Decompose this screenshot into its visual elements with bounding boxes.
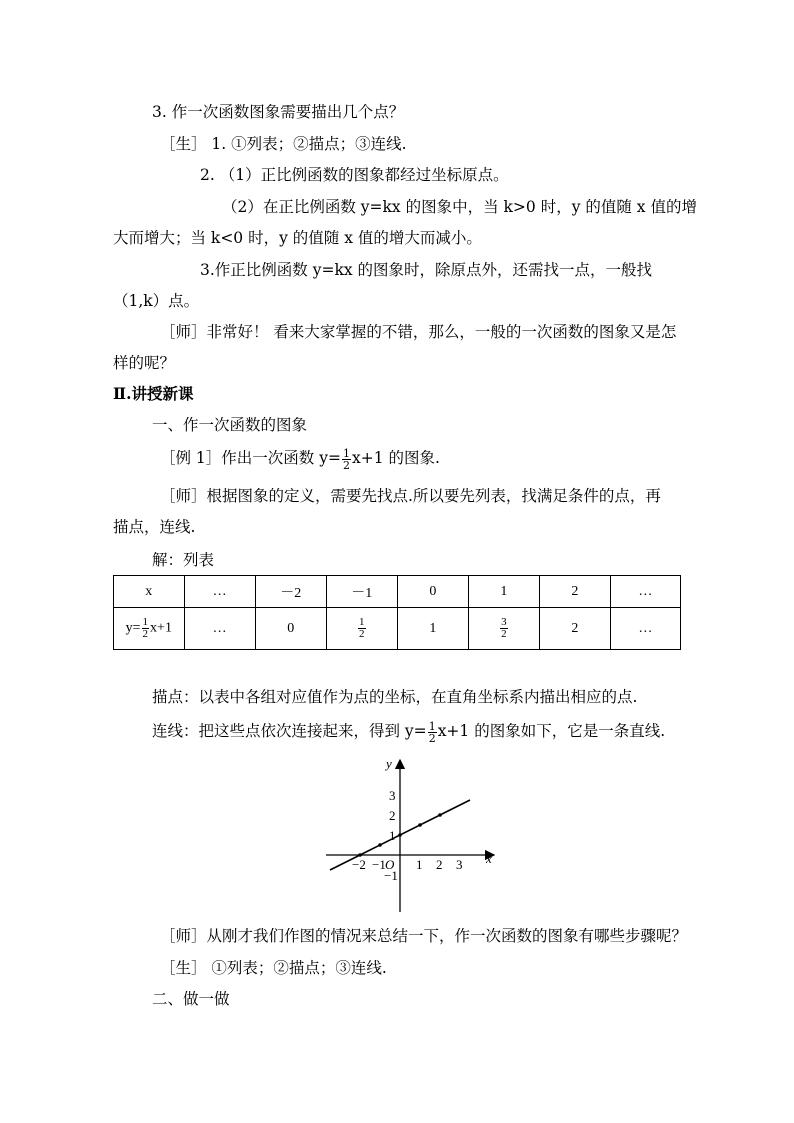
table-cell bbox=[114, 608, 185, 650]
subsection-1-heading: 一、作一次函数的图象 bbox=[152, 416, 308, 434]
table-cell bbox=[326, 608, 397, 650]
fraction-three-half bbox=[500, 617, 508, 640]
connect-prefix: 连线：把这些点依次连接起来，得到 y= bbox=[152, 722, 427, 740]
data-point bbox=[398, 833, 402, 837]
x-tick-label: −1 bbox=[372, 857, 386, 872]
student-answer-3-line1: 3.作正比例函数 y=kx 的图象时，除原点外，还需找一点，一般找 bbox=[200, 261, 653, 279]
teacher-remark-line2: 样的呢？ bbox=[113, 354, 176, 372]
table-cell: 1 bbox=[468, 576, 539, 608]
connect-description bbox=[152, 720, 665, 744]
data-point bbox=[358, 853, 362, 857]
row-label-suffix: x+1 bbox=[150, 620, 172, 636]
teacher-remark-2-line2: 描点，连线. bbox=[113, 518, 196, 536]
linear-function-graph bbox=[318, 754, 500, 916]
y-tick-label: 2 bbox=[389, 808, 396, 823]
y-tick-label: 1 bbox=[389, 828, 396, 843]
data-point bbox=[438, 813, 442, 817]
fraction-num: 1 bbox=[428, 719, 436, 733]
example-prefix: ［例 1］作出一次函数 y= bbox=[160, 449, 341, 467]
example-1 bbox=[160, 447, 440, 471]
fraction-half bbox=[358, 617, 366, 640]
fraction-num: 1 bbox=[342, 446, 350, 460]
table-cell: … bbox=[184, 576, 255, 608]
value-table bbox=[113, 575, 681, 650]
student-answer-1: ［生］ 1. ①列表；②描点；③连线. bbox=[160, 135, 407, 153]
table-cell: 2 bbox=[539, 608, 610, 650]
y-tick-labels bbox=[384, 788, 398, 883]
x-tick-label: 2 bbox=[436, 857, 443, 872]
example-suffix: x+1 的图象. bbox=[351, 449, 440, 467]
fraction-half bbox=[428, 721, 437, 744]
teacher-remark-3: ［师］从刚才我们作图的情况来总结一下，作一次函数的图象有哪些步骤呢？ bbox=[160, 927, 688, 945]
section-heading: Ⅱ.讲授新课 bbox=[113, 384, 194, 403]
x-tick-label: 1 bbox=[416, 857, 423, 872]
table-cell: … bbox=[610, 608, 680, 650]
student-answer-2b-line2: 大而增大；当 k<0 时，y 的值随 x 值的增大而减小。 bbox=[113, 229, 482, 247]
table-cell: 0 bbox=[255, 608, 326, 650]
fraction-half bbox=[342, 448, 351, 471]
row-label-prefix: y= bbox=[125, 620, 141, 636]
table-cell: 2 bbox=[539, 576, 610, 608]
y-axis-label: y bbox=[386, 756, 392, 771]
fraction-half bbox=[142, 617, 150, 640]
student-answer-steps: ［生］ ①列表；②描点；③连线. bbox=[160, 959, 387, 977]
review-q3: 3. 作一次函数图象需要描出几个点？ bbox=[152, 103, 405, 121]
table-cell: －2 bbox=[255, 576, 326, 608]
y-tick-label: −1 bbox=[384, 868, 398, 883]
student-answer-3-line2: （1,k）点。 bbox=[113, 292, 200, 310]
y-tick-label: 3 bbox=[389, 788, 396, 803]
student-answer-2b-line1: （2）在正比例函数 y=kx 的图象中，当 k>0 时，y 的值随 x 值的增 bbox=[222, 198, 697, 216]
table-row-y bbox=[114, 608, 681, 650]
connect-suffix: x+1 的图象如下，它是一条直线. bbox=[437, 722, 666, 740]
fraction-den: 2 bbox=[142, 628, 149, 640]
fraction-den: 2 bbox=[342, 458, 350, 472]
table-cell: 0 bbox=[397, 576, 468, 608]
table-cell: x bbox=[114, 576, 185, 608]
subsection-2-heading: 二、做一做 bbox=[152, 990, 230, 1008]
teacher-remark-2-line1: ［师］根据图象的定义，需要先找点.所以要先列表，找满足条件的点，再 bbox=[160, 487, 661, 505]
x-tick-labels bbox=[352, 857, 463, 872]
data-point bbox=[378, 843, 382, 847]
fraction-den: 2 bbox=[359, 628, 365, 640]
table-cell: … bbox=[184, 608, 255, 650]
table-cell: 1 bbox=[397, 608, 468, 650]
table-cell: … bbox=[610, 576, 680, 608]
x-tick-label: 3 bbox=[456, 857, 463, 872]
fraction-den: 2 bbox=[428, 731, 436, 745]
fraction-num: 3 bbox=[501, 616, 507, 628]
table-cell: －1 bbox=[326, 576, 397, 608]
fraction-num: 1 bbox=[359, 616, 365, 628]
teacher-remark-line1: ［师］非常好！ 看来大家掌握的不错，那么，一般的一次函数的图象又是怎 bbox=[160, 323, 677, 341]
x-tick-label: −2 bbox=[352, 857, 366, 872]
x-axis-label: x bbox=[486, 851, 492, 866]
x-tick-label: O bbox=[385, 857, 395, 872]
data-point bbox=[418, 823, 422, 827]
plot-description: 描点：以表中各组对应值作为点的坐标，在直角坐标系内描出相应的点. bbox=[152, 688, 638, 706]
table-row-x bbox=[114, 576, 681, 608]
table-cell bbox=[468, 608, 539, 650]
solution-label: 解：列表 bbox=[152, 551, 215, 569]
fraction-den: 2 bbox=[501, 628, 507, 640]
fraction-num: 1 bbox=[142, 616, 149, 628]
student-answer-2: 2. （1）正比例函数的图象都经过坐标原点。 bbox=[200, 166, 509, 184]
